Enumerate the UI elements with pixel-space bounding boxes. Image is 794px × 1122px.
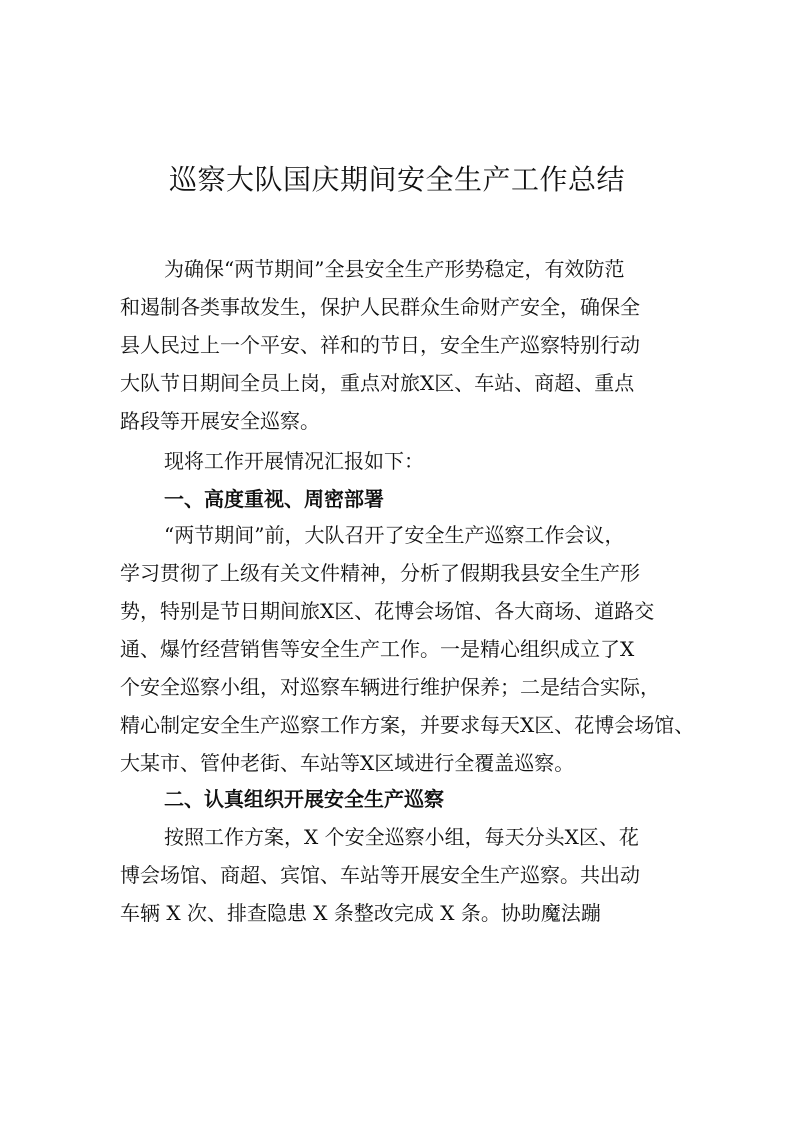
paragraph-line: 现将工作开展情况汇报如下： [164, 449, 424, 473]
paragraph-line: 大队节日期间全员上岗，重点对旅X区、车站、商超、重点 [120, 371, 635, 395]
paragraph-line: 按照工作方案，X 个安全巡察小组，每天分头X区、花 [164, 825, 639, 849]
document-title: 巡察大队国庆期间安全生产工作总结 [168, 163, 625, 196]
paragraph-line: 为确保“两节期间”全县安全生产形势稳定，有效防范 [164, 257, 625, 281]
section-heading-2: 二、认真组织开展安全生产巡察 [164, 787, 444, 811]
section-heading-1: 一、高度重视、周密部署 [164, 487, 384, 511]
paragraph-line: 通、爆竹经营销售等安全生产工作。一是精心组织成立了X [120, 637, 635, 661]
paragraph-line: “两节期间”前，大队召开了安全生产巡察工作会议， [164, 523, 625, 547]
paragraph-line: 车辆 X 次、排查隐患 X 条整改完成 X 条。协助魔法蹦 [120, 901, 601, 925]
paragraph-line: 博会场馆、商超、宾馆、车站等开展安全生产巡察。共出动 [120, 863, 640, 887]
paragraph-line: 和遏制各类事故发生，保护人民群众生命财产安全，确保全 [120, 295, 640, 319]
paragraph-line: 个安全巡察小组，对巡察车辆进行维护保养；二是结合实际， [120, 675, 660, 699]
paragraph-line: 路段等开展安全巡察。 [120, 409, 320, 433]
paragraph-line: 县人民过上一个平安、祥和的节日，安全生产巡察特别行动 [120, 333, 640, 357]
paragraph-line: 大某市、管仲老街、车站等X区域进行全覆盖巡察。 [120, 751, 575, 775]
paragraph-line: 势，特别是节日期间旅X区、花博会场馆、各大商场、道路交 [120, 599, 655, 623]
paragraph-line: 学习贯彻了上级有关文件精神，分析了假期我县安全生产形 [120, 561, 640, 585]
paragraph-line: 精心制定安全生产巡察工作方案，并要求每天X区、花博会场馆、 [120, 713, 695, 737]
